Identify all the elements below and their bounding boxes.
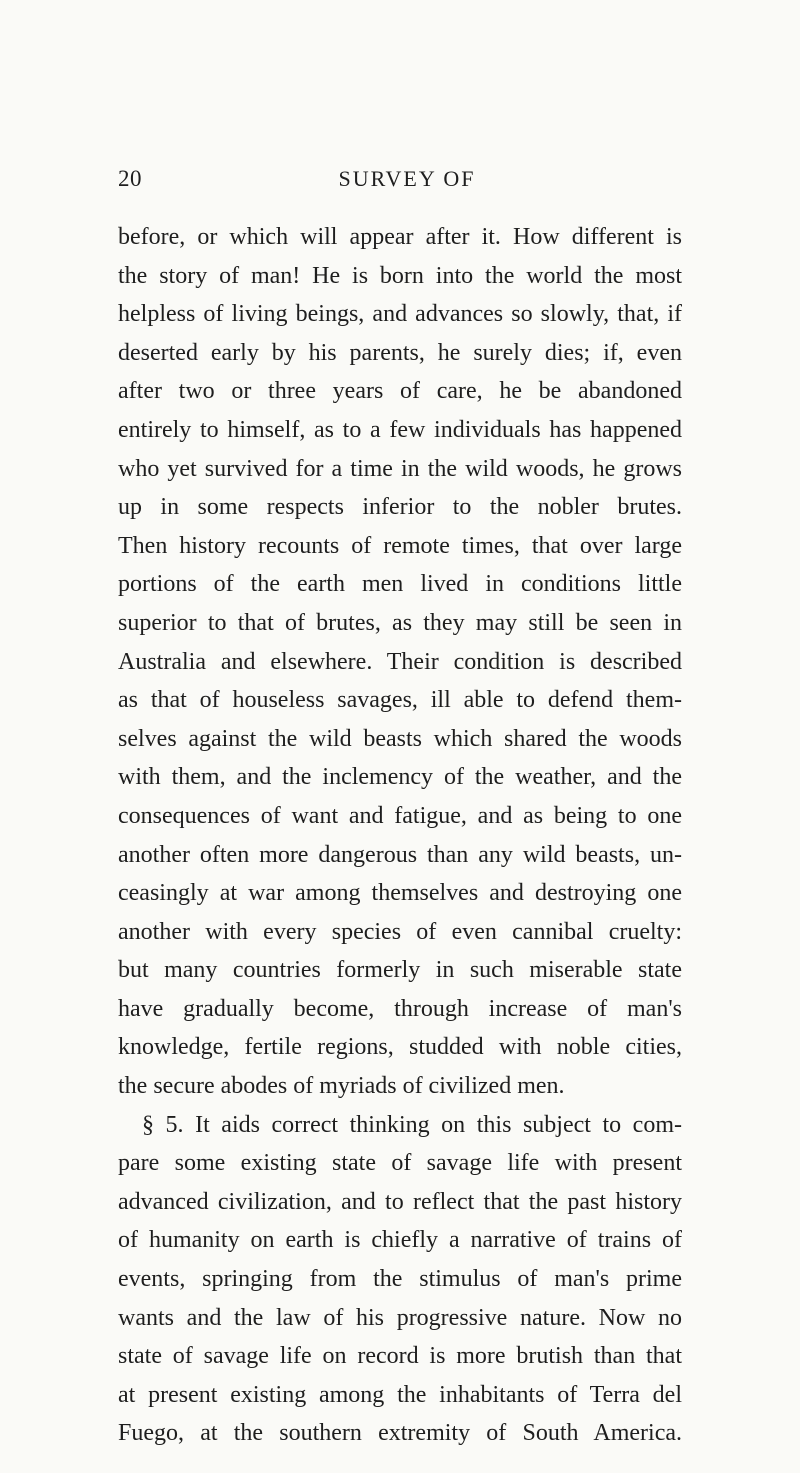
text-line: portions of the earth men lived in conditions little [118,571,682,598]
text-line: at present existing among the inhabitants of Terra del [118,1381,682,1408]
body-text [118,218,682,1453]
text-line: of humanity on earth is chiefly a narrative of trains of [118,1227,682,1254]
text-line: superior to that of brutes, as they may still be seen in [118,609,682,636]
text-line: consequences of want and fatigue, and as being to one [118,802,682,829]
text-line: before, or which will appear after it. How different is [118,224,682,250]
running-title: SURVEY OF [338,166,476,191]
text-line: pare some existing state of savage life with present [118,1150,682,1177]
text-line: knowledge, fertile regions, studded with noble cities, [118,1034,682,1061]
text-line: but many countries formerly in such miserable state [118,957,682,984]
text-line: another often more dangerous than any wild beasts, un- [118,841,682,868]
text-line: entirely to himself, as to a few individuals has happened [118,416,682,443]
text-line: after two or three years of care, he be abandoned [118,378,682,405]
text-line: Fuego, at the southern extremity of South America. [118,1420,682,1447]
text-line: Then history recounts of remote times, that over large [118,532,682,559]
text-line: with them, and the inclemency of the weather, and the [118,764,682,791]
text-line: events, springing from the stimulus of man's prime [118,1266,682,1293]
text-line: ceasingly at war among themselves and destroying one [118,880,682,907]
text-line: as that of houseless savages, ill able to defend them- [118,687,682,714]
text-line: selves against the wild beasts which shared the woods [118,725,682,752]
text-line: helpless of living beings, and advances so slowly, that, if [118,301,682,328]
text-line: have gradually become, through increase of man's [118,995,682,1022]
text-line: advanced civilization, and to reflect that the past history [118,1188,682,1215]
text-line: state of savage life on record is more brutish than that [118,1343,682,1370]
section-start-line: § 5. It aids correct thinking on this subject to com- [142,1111,682,1138]
text-line: up in some respects inferior to the nobler brutes. [118,494,682,521]
text-line: the secure abodes of myriads of civilized men. [118,1073,565,1100]
text-line: Australia and elsewhere. Their condition is described [118,648,682,675]
text-line: who yet survived for a time in the wild woods, he grows [118,455,682,482]
text-line: the story of man! He is born into the world the most [118,262,682,289]
text-line: wants and the law of his progressive nature. Now no [118,1304,682,1331]
text-line: deserted early by his parents, he surely dies; if, even [118,339,682,366]
text-line: another with every species of even cannibal cruelty: [118,918,682,945]
page-number: 20 [118,166,142,191]
